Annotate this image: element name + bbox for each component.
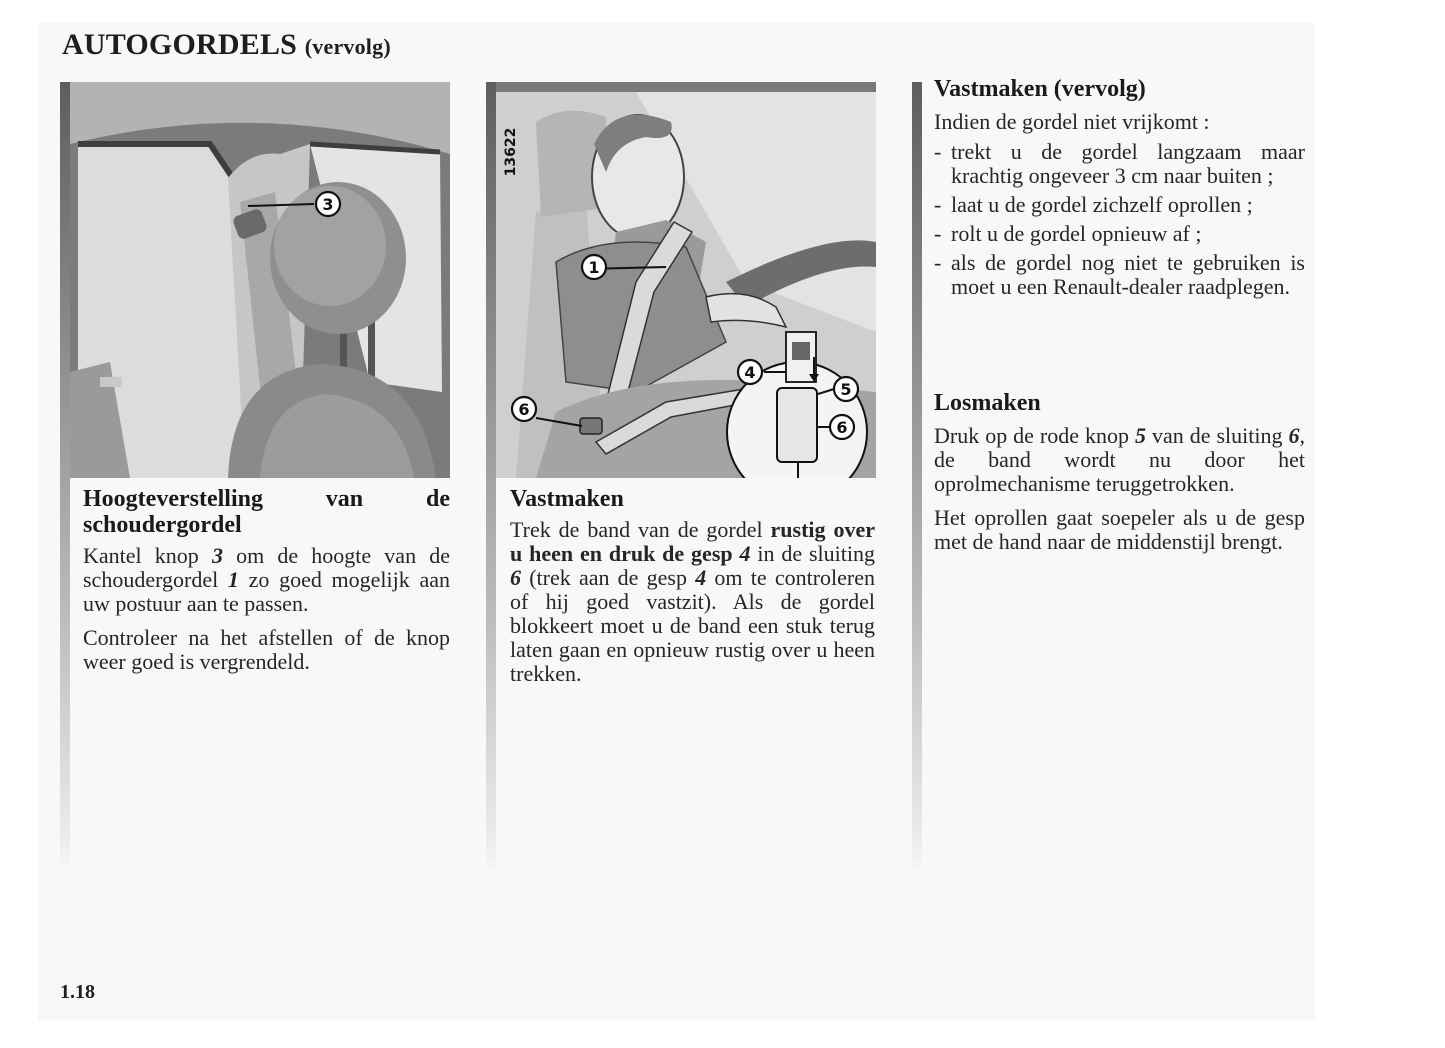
text-run: van de sluiting (1146, 423, 1289, 448)
section-height-adjust (83, 486, 450, 674)
paragraph-retract-tip: Het oprollen gaat soepeler als u de gesp met de hand naar de middenstijl brengt. (934, 505, 1305, 554)
svg-text:4: 4 (744, 363, 756, 382)
section-fastening-continued (934, 76, 1305, 304)
ref-buckle-4: 4 (695, 565, 707, 590)
page-title (62, 28, 391, 62)
text-run: (trek aan de gesp (521, 565, 696, 590)
text-run: zo goed mogelijk aan uw postuur aan te passen. (83, 567, 450, 616)
callout-6-buckle (830, 415, 854, 439)
callout-3 (316, 192, 340, 216)
text-run: , de band wordt nu door het oprolmechanisme teruggetrokken. (934, 423, 1305, 496)
heading-fastening: Vastmaken (510, 486, 624, 512)
text-run: om de hoogte van de schoudergordel (83, 543, 450, 592)
page-number: 1.18 (60, 981, 95, 1003)
text-run: om te controleren of hij goed vastzit). Als de gordel blokkeert moet u de band een stuk terug laten gaan en opnieuw rustig over u heen trekken. (510, 565, 875, 686)
heading-fastening-continued: Vastmaken (vervolg) (934, 76, 1146, 102)
figure-shoulder-belt-height (70, 82, 450, 478)
emphasis: rustig over u heen en druk de gesp (510, 517, 875, 566)
bullet-list (934, 140, 1305, 299)
svg-text:5: 5 (840, 380, 852, 399)
column-bar-right (912, 82, 922, 872)
paragraph-fastening (510, 518, 875, 686)
list-item: - als de gordel nog niet te gebruiken is moet u een Renault-dealer raadplegen. (934, 251, 1305, 299)
list-item: - trekt u de gordel langzaam maar krachtig ongeveer 3 cm naar buiten ; (934, 140, 1305, 188)
ref-belt-1: 1 (227, 567, 239, 592)
column-bar-middle (486, 82, 496, 872)
callout-4 (738, 360, 762, 384)
illustration-driver-belt (496, 82, 876, 478)
heading-unfastening: Losmaken (934, 390, 1041, 416)
text-run: Trek de band van de gordel (510, 517, 771, 542)
ref-lock-6: 6 (1288, 423, 1300, 448)
paragraph-check-lock: Controleer na het afstellen of de knop weer goed is vergrendeld. (83, 625, 450, 674)
section-fastening (510, 486, 875, 686)
svg-text:6: 6 (518, 400, 530, 419)
page-title-main: AUTOGORDELS (62, 28, 298, 61)
text-run: Druk op de rode knop (934, 423, 1135, 448)
callout-1 (582, 255, 606, 279)
callout-6-seat (512, 397, 536, 421)
paragraph-unfastening (934, 424, 1305, 496)
svg-text:6: 6 (836, 418, 848, 437)
svg-text:1: 1 (588, 258, 600, 277)
figure-fastening (496, 82, 876, 478)
ref-buckle-4: 4 (739, 541, 751, 566)
ref-knob-3: 3 (211, 543, 223, 568)
figure-code: 13622 (503, 127, 519, 177)
callout-5 (834, 377, 858, 401)
list-item: - laat u de gordel zichzelf oprollen ; (934, 193, 1305, 217)
illustration-car-interior (70, 82, 450, 478)
text-run: Kantel knop (83, 543, 212, 568)
heading-line: schoudergordel (83, 512, 242, 538)
text-run: in de sluiting (750, 541, 875, 566)
heading-height-adjust (83, 486, 450, 538)
svg-text:3: 3 (322, 195, 334, 214)
section-unfastening (934, 390, 1305, 554)
heading-word: de (426, 486, 450, 512)
page-title-suffix: (vervolg) (304, 34, 391, 59)
paragraph-adjust-instructions (83, 544, 450, 616)
ref-lock-6: 6 (510, 565, 521, 590)
paragraph-intro: Indien de gordel niet vrijkomt : (934, 109, 1210, 134)
column-bar-left (60, 82, 70, 872)
heading-word: van (325, 486, 364, 512)
list-item: - rolt u de gordel opnieuw af ; (934, 222, 1305, 246)
heading-word: Hoogteverstelling (83, 486, 263, 512)
ref-button-5: 5 (1135, 423, 1146, 448)
